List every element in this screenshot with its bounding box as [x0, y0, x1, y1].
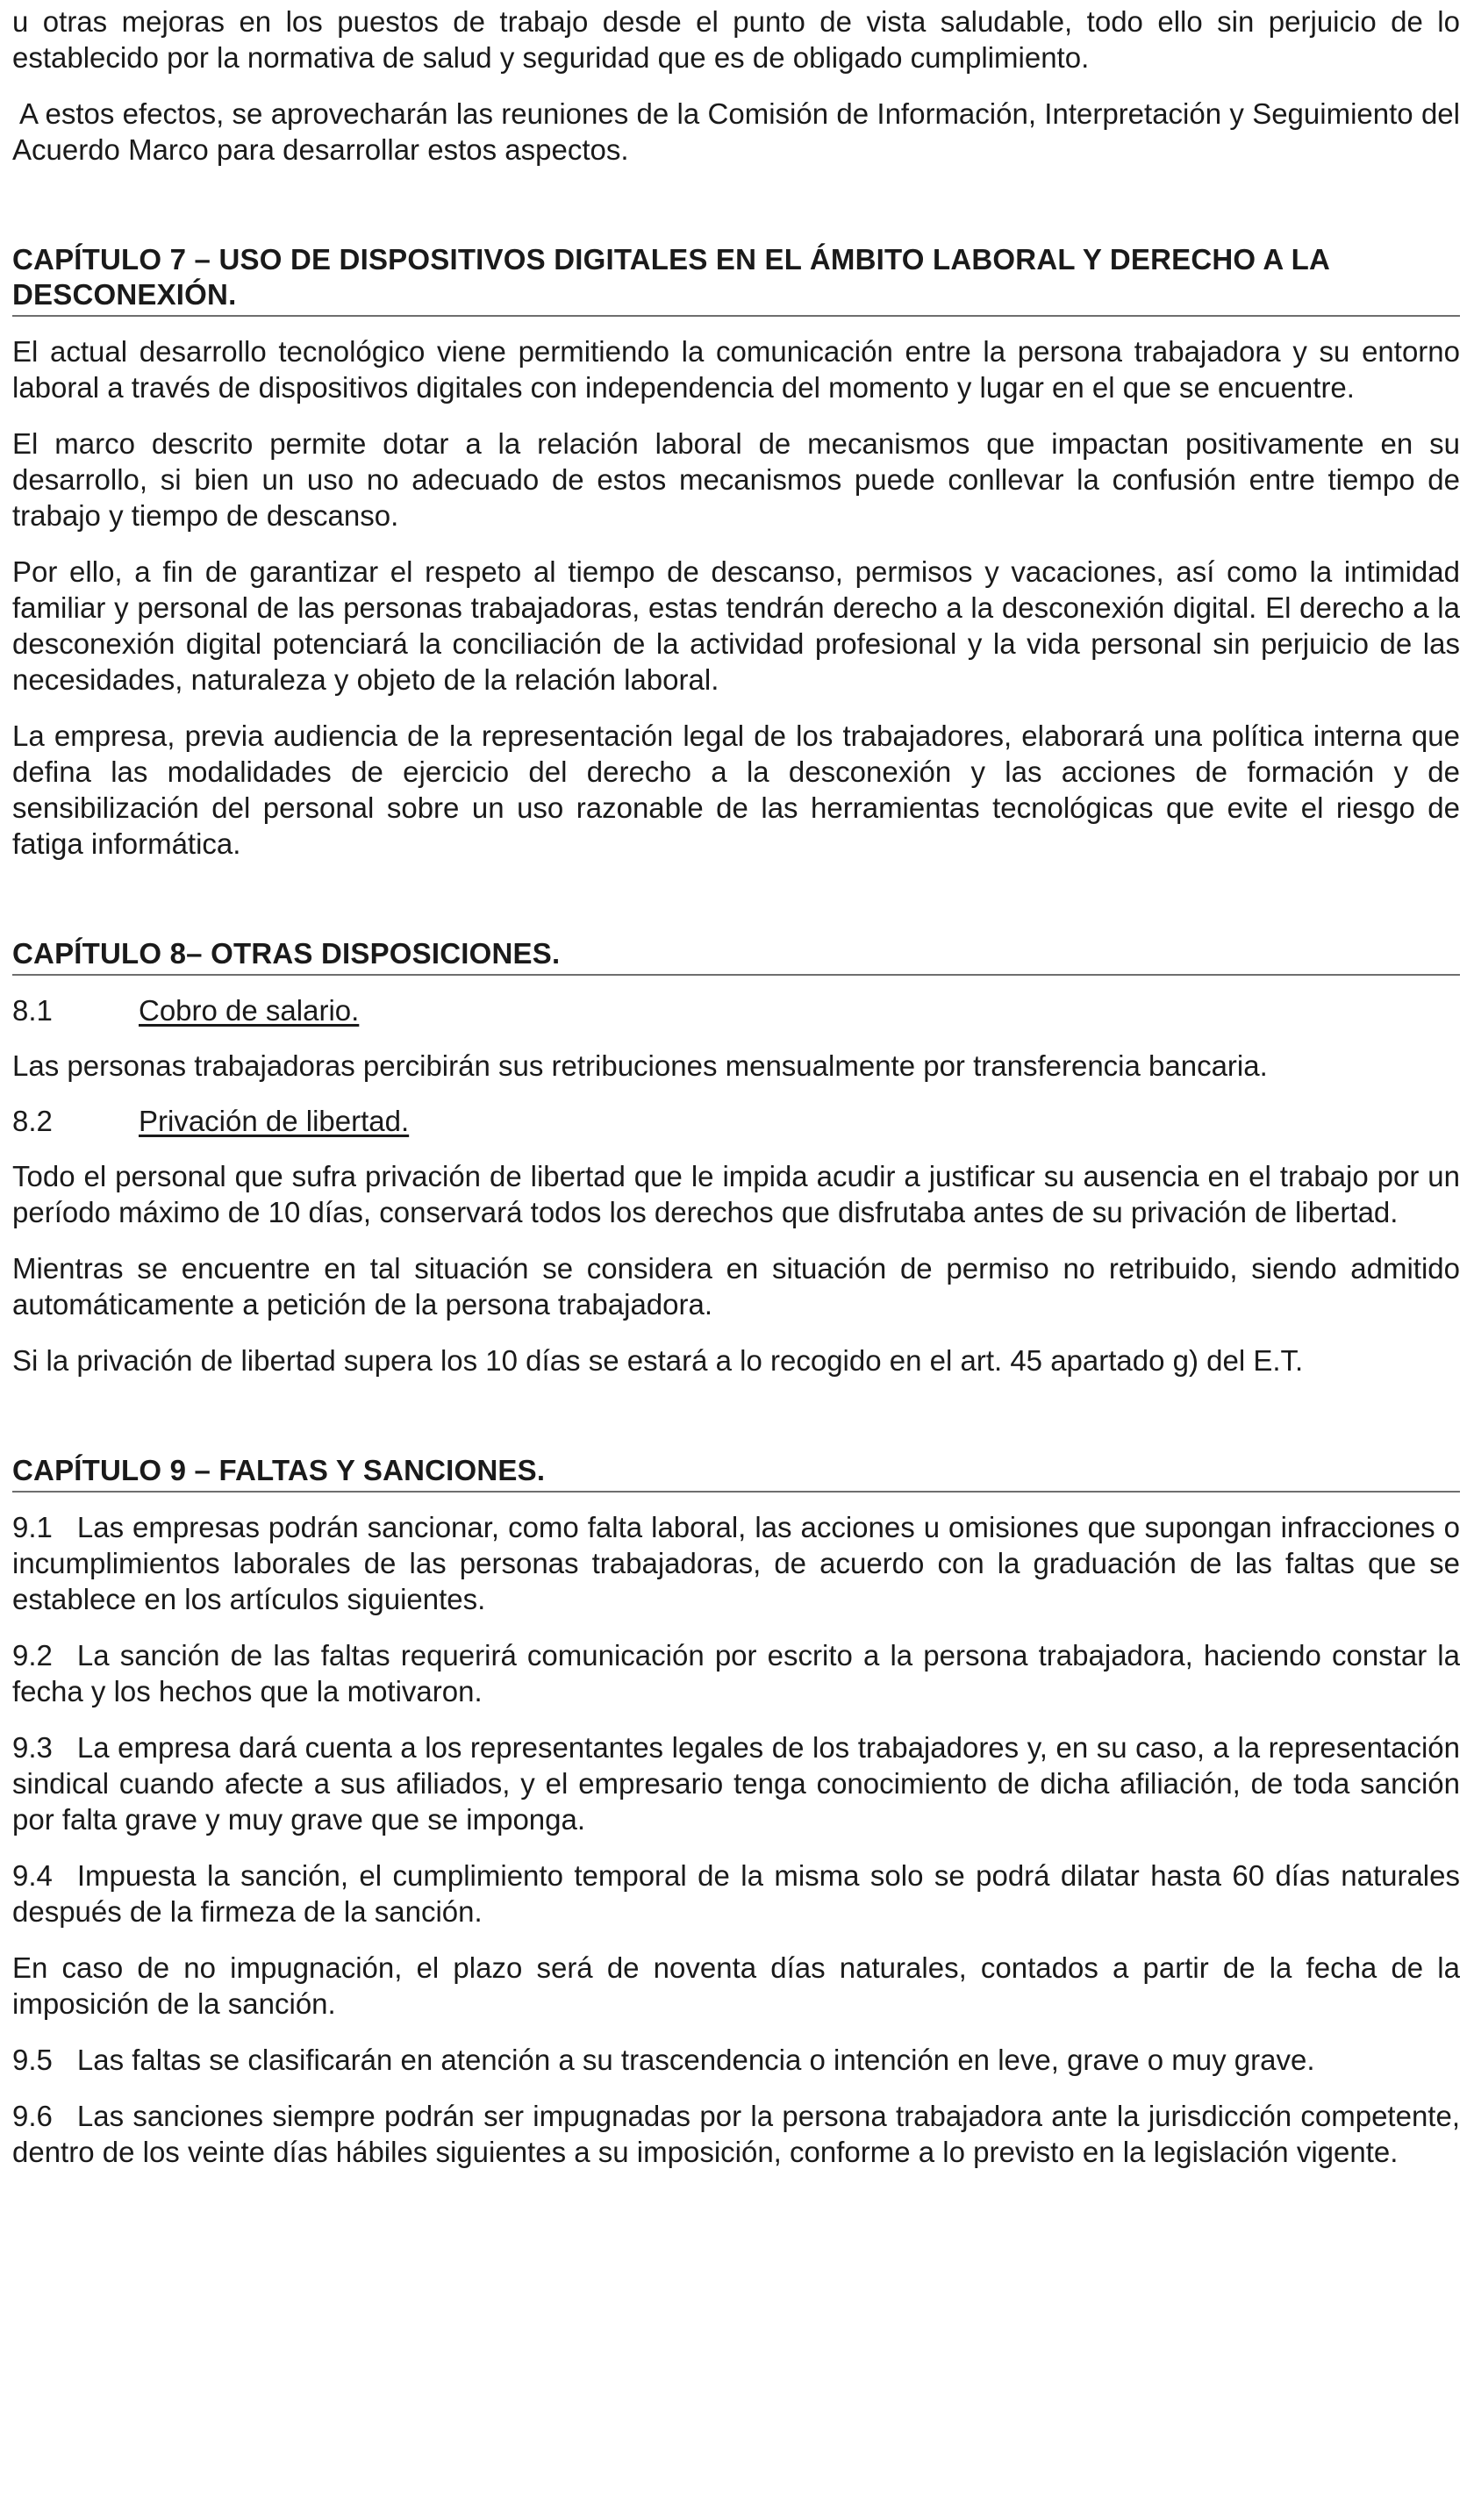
section-title: Privación de libertad.: [139, 1105, 410, 1137]
item-text: Impuesta la sanción, el cumplimiento temporal de la misma solo se podrá dilatar hasta 60 días naturales después de la firmeza de la sanción.: [12, 1859, 1460, 1928]
item-number: 9.2: [12, 1639, 53, 1672]
chapter-7-paragraph: El actual desarrollo tecnológico viene permitiendo la comunicación entre la persona trabajadora y su entorno laboral a través de dispositivos digitales con independencia del momento y lugar en el que se encuentre.: [12, 335, 1460, 404]
chapter-9-item: [12, 1858, 1460, 1929]
item-text: Las faltas se clasificarán en atención a su trascendencia o intención en leve, grave o muy grave.: [76, 2044, 1315, 2076]
chapter-9-item: [12, 1637, 1460, 1709]
intro-paragraph-1: u otras mejoras en los puestos de trabajo desde el punto de vista saludable, todo ello sin perjuicio de lo establecido por la normativa de salud y seguridad que es de obligado cumplimiento.: [12, 5, 1460, 74]
chapter-7-paragraph: La empresa, previa audiencia de la representación legal de los trabajadores, elaborará una política interna que defina las modalidades de ejercicio del derecho a la desconexión y las acciones de formación y de sensibilización del personal sobre un uso razonable de las herramientas tecnológicas que evite el riesgo de fatiga informática.: [12, 719, 1460, 860]
section-8-2-paragraph: Si la privación de libertad supera los 10 días se estará a lo recogido en el art. 45 apartado g) del E.T.: [12, 1344, 1304, 1377]
item-text: La sanción de las faltas requerirá comunicación por escrito a la persona trabajadora, haciendo constar la fecha y los hechos que la motivaron.: [12, 1639, 1460, 1707]
section-8-2-paragraph: Todo el personal que sufra privación de libertad que le impida acudir a justificar su ausencia en el trabajo por un período máximo de 10 días, conservará todos los derechos que disfrutaba antes de su privación de libertad.: [12, 1160, 1460, 1228]
chapter-8-heading: CAPÍTULO 8– OTRAS DISPOSICIONES.: [12, 936, 1460, 976]
chapter-7-paragraph: Por ello, a fin de garantizar el respeto al tiempo de descanso, permisos y vacaciones, así como la intimidad familiar y personal de las personas trabajadoras, estas tendrán derecho a la desconexión digital. El derecho a la desconexión digital potenciará la conciliación de la actividad profesional y la vida personal sin perjuicio de las necesidades, naturaleza y objeto de la relación laboral.: [12, 555, 1460, 696]
chapter-9-item: [12, 1950, 1460, 2022]
section-8-1-heading: [12, 992, 1460, 1028]
section-8-1-text: Las personas trabajadoras percibirán sus retribuciones mensualmente por transferencia bancaria.: [12, 1049, 1268, 1082]
chapter-9-item: [12, 2042, 1460, 2078]
section-8-2-paragraph: Mientras se encuentre en tal situación se considera en situación de permiso no retribuido, siendo admitido automáticamente a petición de la persona trabajadora.: [12, 1252, 1460, 1321]
item-number: 9.4: [12, 1859, 53, 1892]
section-number: 8.1: [12, 994, 53, 1027]
section-number: 8.2: [12, 1105, 53, 1137]
item-text: La empresa dará cuenta a los representantes legales de los trabajadores y, en su caso, a la representación sindical cuando afecte a sus afiliados, y el empresario tenga conocimiento de dicha afiliación, de toda sanción por falta grave y muy grave que se imponga.: [12, 1731, 1460, 1836]
item-number: 9.5: [12, 2044, 53, 2076]
item-number: 9.3: [12, 1731, 53, 1764]
document-page: [12, 0, 1460, 2170]
chapter-9-heading: CAPÍTULO 9 – FALTAS Y SANCIONES.: [12, 1453, 1460, 1493]
item-text: En caso de no impugnación, el plazo será de noventa días naturales, contados a partir de la fecha de la imposición de la sanción.: [12, 1951, 1460, 2020]
item-number: 9.1: [12, 1511, 53, 1543]
item-text: Las sanciones siempre podrán ser impugnadas por la persona trabajadora ante la jurisdicción competente, dentro de los veinte días hábiles siguientes a su imposición, conforme a lo previsto en la legislación vigente.: [12, 2100, 1460, 2168]
chapter-9-item: [12, 1509, 1460, 1617]
section-8-2-heading: [12, 1103, 1460, 1139]
item-text: Las empresas podrán sancionar, como falta laboral, las acciones u omisiones que supongan infracciones o incumplimientos laborales de las personas trabajadoras, de acuerdo con la graduación de las faltas que se establece en los artículos siguientes.: [12, 1511, 1460, 1615]
chapter-7-paragraph: El marco descrito permite dotar a la relación laboral de mecanismos que impactan positivamente en su desarrollo, si bien un uso no adecuado de estos mecanismos puede conllevar la confusión entre tiempo de trabajo y tiempo de descanso.: [12, 427, 1460, 532]
intro-paragraph-2: A estos efectos, se aprovecharán las reuniones de la Comisión de Información, Interpretación y Seguimiento del Acuerdo Marco para desarrollar estos aspectos.: [12, 97, 1460, 166]
chapter-7-heading: CAPÍTULO 7 – USO DE DISPOSITIVOS DIGITALES EN EL ÁMBITO LABORAL Y DERECHO A LA DESCONEXIÓN.: [12, 242, 1460, 317]
chapter-9-item: [12, 1729, 1460, 1837]
item-number: 9.6: [12, 2100, 53, 2132]
section-title: Cobro de salario.: [139, 994, 360, 1027]
chapter-9-item: [12, 2098, 1460, 2170]
